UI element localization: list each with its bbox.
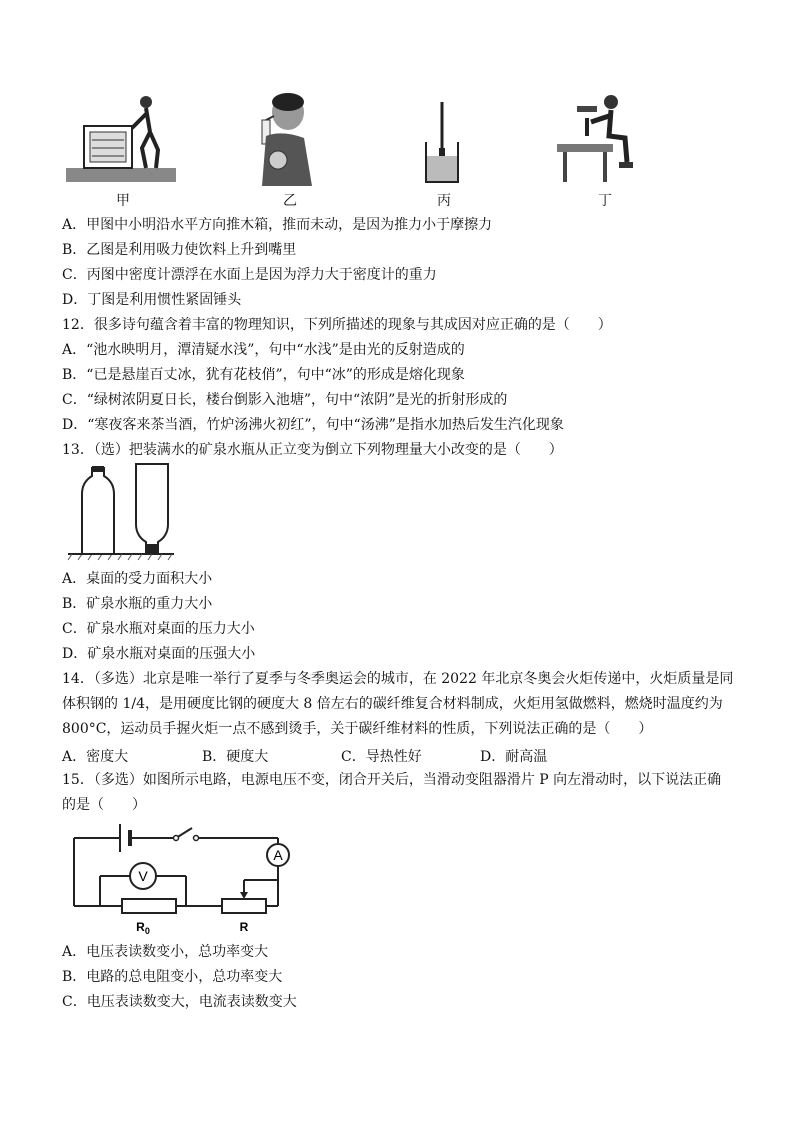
q11-option-a: A．甲图中小明沿水平方向推木箱，推而未动，是因为推力小于摩擦力 [62,217,493,233]
resistor-r0 [122,899,176,913]
q12-option-d: D．“寒夜客来茶当酒，竹炉汤沸火初红”，句中“汤沸”是指水加热后发生汽化现象 [62,417,564,433]
figure-11-jia [62,88,180,188]
r0-label: $R_0$ [136,920,150,936]
caption-bing: 丙 [437,193,451,209]
q15-option-a: A．电压表读数变小，总功率变大 [62,944,269,960]
figure-13-bottles [66,462,176,562]
voltmeter-label: V [138,868,148,884]
q14-option-d: D．耐高温 [480,749,548,765]
q13-option-c: C．矿泉水瓶对桌面的压力大小 [62,621,255,637]
figure-11-yi [252,90,316,186]
q14-stem-line-3: 800°C，运动员手握火炬一点不感到烫手，关于碳纤维材料的性质，下列说法正确的是（ ） [62,721,653,737]
q13-option-b: B．矿泉水瓶的重力大小 [62,596,213,612]
q12-option-a: A．“池水映明月，潭清疑水浅”，句中“水浅”是由光的反射造成的 [62,342,465,358]
resistor-r [222,899,266,913]
q13-stem: 13．（选）把装满水的矿泉水瓶从正立变为倒立下列物理量大小改变的是（ ） [62,442,563,458]
q14-stem-line-2: 体积钢的 1/4，是用硬度比钢的硬度大 8 倍左右的碳纤维复合材料制成，火炬用氢做燃料，燃烧时温度约为 [62,696,723,712]
q14-option-a: A．密度大 [62,749,129,765]
q11-option-d: D．丁图是利用惯性紧固锤头 [62,292,242,308]
q15-stem-line-2: 的是（ ） [62,797,146,813]
slider-arrow [240,892,248,899]
q11-option-c: C．丙图中密度计漂浮在水面上是因为浮力大于密度计的重力 [62,267,437,283]
q15-option-c: C．电压表读数变大，电流表读数变大 [62,994,297,1010]
q14-option-b: B．硬度大 [202,749,269,765]
q12-stem: 12．很多诗句蕴含着丰富的物理知识，下列所描述的现象与其成因对应正确的是（ ） [62,317,612,333]
caption-yi: 乙 [283,193,297,209]
q13-option-a: A．桌面的受力面积大小 [62,571,213,587]
ammeter-label: A [273,847,283,863]
figure-11-ding [555,92,645,188]
q11-option-b: B．乙图是利用吸力使饮料上升到嘴里 [62,242,297,258]
r-label: R [239,920,249,934]
q13-option-d: D．矿泉水瓶对桌面的压强大小 [62,646,256,662]
q14-stem-line-1: 14．（多选）北京是唯一举行了夏季与冬季奥运会的城市，在 2022 年北京冬奥会火炬传递中，火炬质量是同 [62,671,734,687]
caption-jia: 甲 [116,193,130,209]
q12-option-c: C．“绿树浓阴夏日长，楼台倒影入池塘”，句中“浓阴”是光的折射形成的 [62,392,508,408]
q15-option-b: B．电路的总电阻变小，总功率变大 [62,969,283,985]
q15-stem-line-1: 15．（多选）如图所示电路，电源电压不变，闭合开关后，当滑动变阻器滑片 P 向左滑动时，以下说法正确 [62,772,722,788]
figure-11-bing [420,98,464,186]
caption-ding: 丁 [598,193,612,209]
q14-option-c: C．导热性好 [341,749,422,765]
figure-15-circuit [66,818,306,936]
q12-option-b: B．“已是悬崖百丈冰，犹有花枝俏”，句中“冰”的形成是熔化现象 [62,367,465,383]
